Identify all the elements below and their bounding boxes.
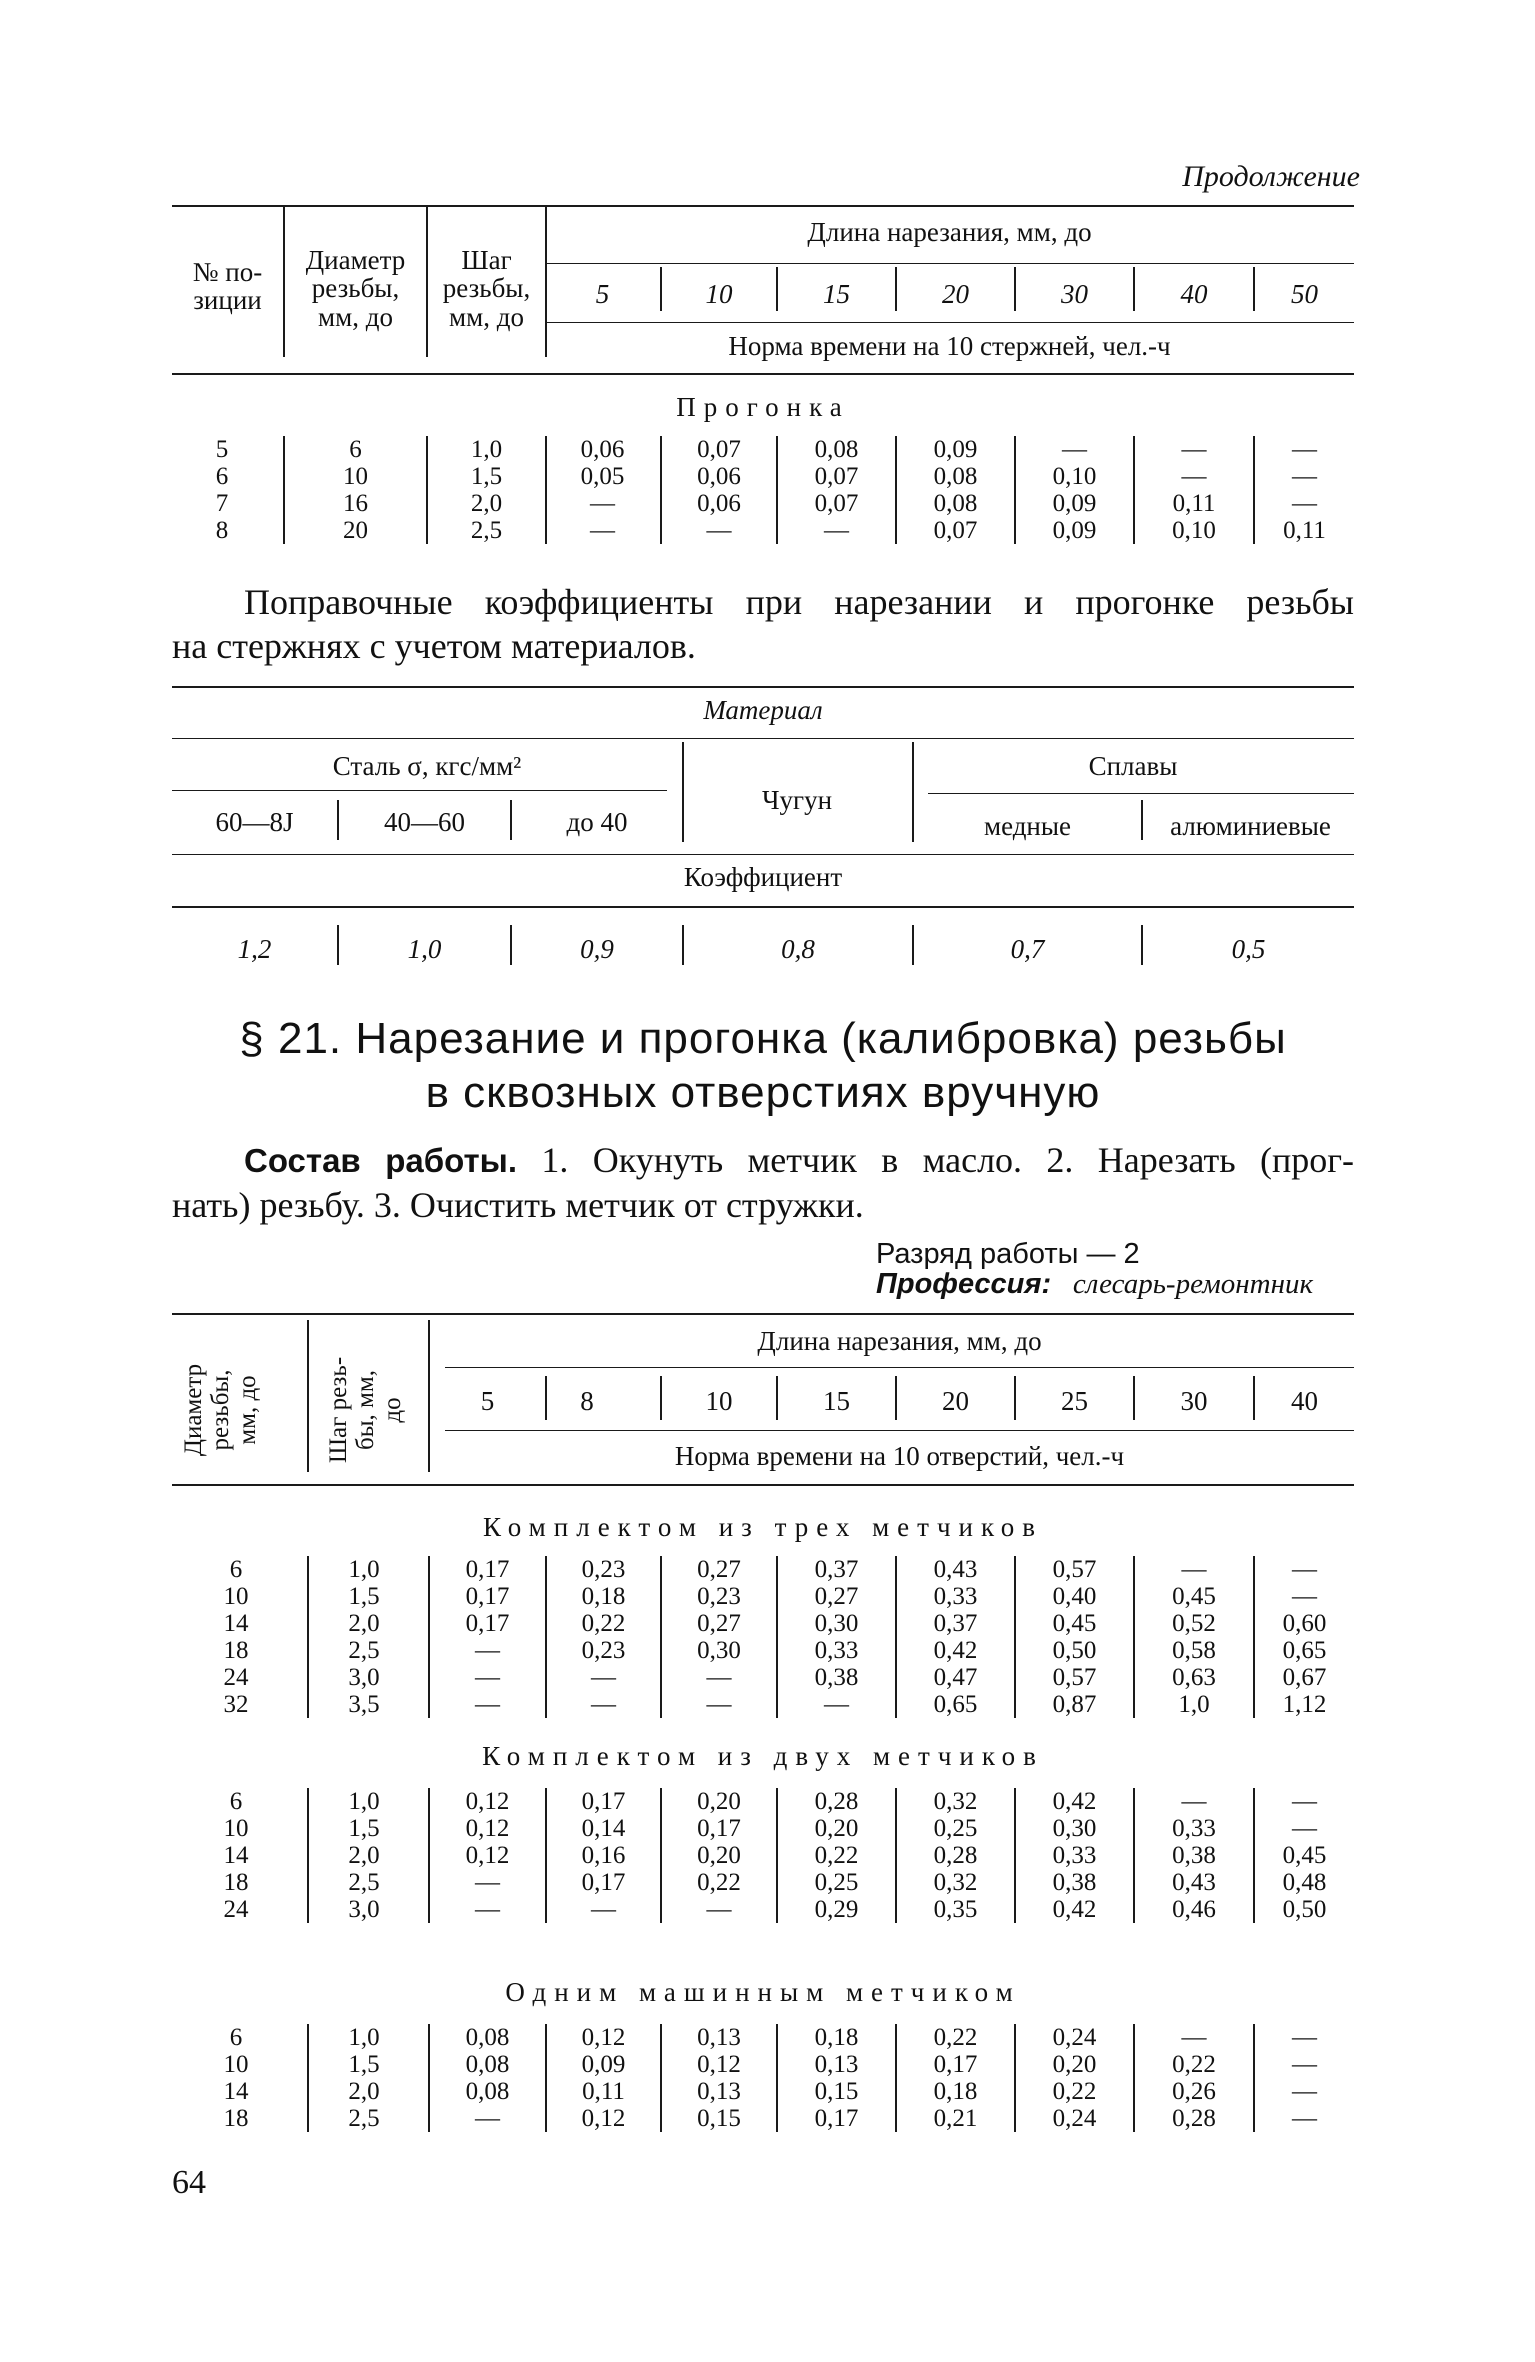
col-len-20: 0,09 0,08 0,08 0,07 xyxy=(933,436,978,544)
length-15: 15 xyxy=(823,1386,850,1416)
g3-col-10: 0,13 0,12 0,13 0,15 xyxy=(697,2024,741,2132)
col-position-header: № по- зиции xyxy=(192,257,263,316)
col-len-5: 0,06 0,05 — — xyxy=(580,436,625,544)
col-len-10: 0,07 0,06 0,06 — xyxy=(697,436,741,544)
steel-header: Сталь σ, кгс/мм² xyxy=(332,751,522,781)
g2-col-10: 0,20 0,17 0,20 0,22 — xyxy=(697,1788,741,1923)
alloy-col-copper: медные xyxy=(983,811,1072,841)
g2-col-20: 0,32 0,25 0,28 0,32 0,35 xyxy=(933,1788,978,1923)
g2-col-40: — — 0,45 0,48 0,50 xyxy=(1282,1788,1327,1923)
g1-col-15: 0,37 0,27 0,30 0,33 0,38 — xyxy=(814,1556,859,1718)
g3-col-30: — 0,22 0,26 0,28 xyxy=(1172,2024,1216,2132)
iron-header: Чугун xyxy=(761,785,833,815)
g2-step: 1,0 1,5 2,0 2,5 3,0 xyxy=(348,1788,380,1923)
steel-col-1: 60—8J xyxy=(215,807,294,837)
section-title: § 21. Нарезание и прогонка (калибровка) резьбы в сквозных отверстиях вручную xyxy=(239,1014,1287,1117)
g1-col-5: 0,17 0,17 0,17 — — — xyxy=(465,1556,510,1718)
coef-3: 0,9 xyxy=(580,934,614,964)
g3-col-8: 0,12 0,09 0,11 0,12 xyxy=(581,2024,626,2132)
g3-col-40: — — — — xyxy=(1292,2024,1317,2132)
g3-col-15: 0,18 0,13 0,15 0,17 xyxy=(814,2024,859,2132)
norm-header: Норма времени на 10 стержней, чел.-ч xyxy=(728,331,1171,361)
length-30: 30 xyxy=(1180,1386,1208,1416)
profession: Профессия: слесарь-ремонтник xyxy=(876,1268,1314,1300)
length-header: Длина нарезания, мм, до xyxy=(757,1326,1042,1356)
group-two-taps-title: Комплектом из двух метчиков xyxy=(482,1741,1044,1771)
g1-col-8: 0,23 0,18 0,22 0,23 — — xyxy=(581,1556,626,1718)
work-rank: Разряд работы — 2 xyxy=(876,1238,1140,1270)
g1-col-10: 0,27 0,23 0,27 0,30 — — xyxy=(697,1556,741,1718)
g1-diam: 6 10 14 18 24 32 xyxy=(223,1556,249,1718)
g3-col-25: 0,24 0,20 0,22 0,24 xyxy=(1052,2024,1097,2132)
length-10: 10 xyxy=(705,1386,733,1416)
g2-col-25: 0,42 0,30 0,33 0,38 0,42 xyxy=(1052,1788,1097,1923)
col-diameter-header: Диаметр резьбы, мм, до xyxy=(305,245,406,332)
length-30: 30 xyxy=(1061,279,1088,309)
length-8: 8 xyxy=(580,1386,594,1416)
length-50: 50 xyxy=(1291,279,1318,309)
material-header: Материал xyxy=(703,695,823,725)
g3-step: 1,0 1,5 2,0 2,5 xyxy=(348,2024,380,2132)
col-len-40: — — 0,11 0,10 xyxy=(1172,436,1216,544)
col-len-50: — — — 0,11 xyxy=(1283,436,1326,544)
work-label: Состав работы. xyxy=(244,1142,517,1179)
work-composition: Состав работы. 1. Окунуть метчик в масло. 2. Нарезать (прог- нать) резьбу. 3. Очистить метчик от стружки. xyxy=(172,1140,1354,1225)
alloy-col-aluminium: алюминиевые xyxy=(1170,811,1331,841)
col-position: 5 6 7 8 xyxy=(215,436,229,544)
coef-6: 0,5 xyxy=(1231,934,1266,964)
length-header: Длина нарезания, мм, до xyxy=(807,217,1092,247)
g1-col-25: 0,57 0,40 0,45 0,50 0,57 0,87 xyxy=(1052,1556,1097,1718)
coefficient-header: Коэффициент xyxy=(683,862,843,892)
g2-col-8: 0,17 0,14 0,16 0,17 — xyxy=(581,1788,626,1923)
length-15: 15 xyxy=(823,279,850,309)
col-diameter-header: Диаметр резьбы, мм, до xyxy=(180,1363,261,1457)
length-5: 5 xyxy=(480,1386,495,1416)
group-machine-tap-title: Одним машинным метчиком xyxy=(505,1977,1021,2007)
g2-col-5: 0,12 0,12 0,12 — — xyxy=(465,1788,510,1923)
col-diameter: 6 10 16 20 xyxy=(343,436,368,544)
correction-paragraph: Поправочные коэффициенты при нарезании и прогонке резьбы на стержнях с учетом материалов. xyxy=(172,582,1354,666)
page-number: 64 xyxy=(172,2164,206,2201)
g2-col-15: 0,28 0,20 0,22 0,25 0,29 xyxy=(814,1788,859,1923)
col-step: 1,0 1,5 2,0 2,5 xyxy=(470,436,503,544)
col-step-header: Шаг резьбы, мм, до xyxy=(442,245,531,332)
coef-5: 0,7 xyxy=(1010,934,1045,964)
g3-col-20: 0,22 0,17 0,18 0,21 xyxy=(933,2024,978,2132)
steel-col-2: 40—60 xyxy=(384,807,465,837)
col-step-header: Шаг резь- бы, мм, до xyxy=(325,1356,406,1464)
group-three-taps-title: Комплектом из трех метчиков xyxy=(483,1512,1043,1542)
alloys-header: Сплавы xyxy=(1088,751,1178,781)
g1-col-20: 0,43 0,33 0,37 0,42 0,47 0,65 xyxy=(933,1556,978,1718)
length-40: 40 xyxy=(1180,279,1208,309)
g2-diam: 6 10 14 18 24 xyxy=(223,1788,249,1923)
col-len-30: — 0,10 0,09 0,09 xyxy=(1052,436,1097,544)
length-20: 20 xyxy=(942,279,969,309)
coef-1: 1,2 xyxy=(237,934,272,964)
steel-col-3: до 40 xyxy=(566,807,628,837)
length-25: 25 xyxy=(1061,1386,1088,1416)
coef-2: 1,0 xyxy=(407,934,442,964)
section-run: Прогонка xyxy=(676,392,850,422)
norm-header: Норма времени на 10 отверстий, чел.-ч xyxy=(674,1441,1125,1471)
g1-col-30: — 0,45 0,52 0,58 0,63 1,0 xyxy=(1172,1556,1216,1718)
length-20: 20 xyxy=(942,1386,969,1416)
length-40: 40 xyxy=(1291,1386,1318,1416)
continuation-label: Продолжение xyxy=(1182,160,1360,193)
g2-col-30: — 0,33 0,38 0,43 0,46 xyxy=(1172,1788,1216,1923)
g3-diam: 6 10 14 18 xyxy=(223,2024,249,2132)
coef-4: 0,8 xyxy=(781,934,815,964)
length-5: 5 xyxy=(595,279,610,309)
g3-col-5: 0,08 0,08 0,08 — xyxy=(465,2024,510,2132)
length-10: 10 xyxy=(705,279,733,309)
col-len-15: 0,08 0,07 0,07 — xyxy=(814,436,859,544)
g1-step: 1,0 1,5 2,0 2,5 3,0 3,5 xyxy=(348,1556,380,1718)
g1-col-40: — — 0,60 0,65 0,67 1,12 xyxy=(1282,1556,1327,1718)
